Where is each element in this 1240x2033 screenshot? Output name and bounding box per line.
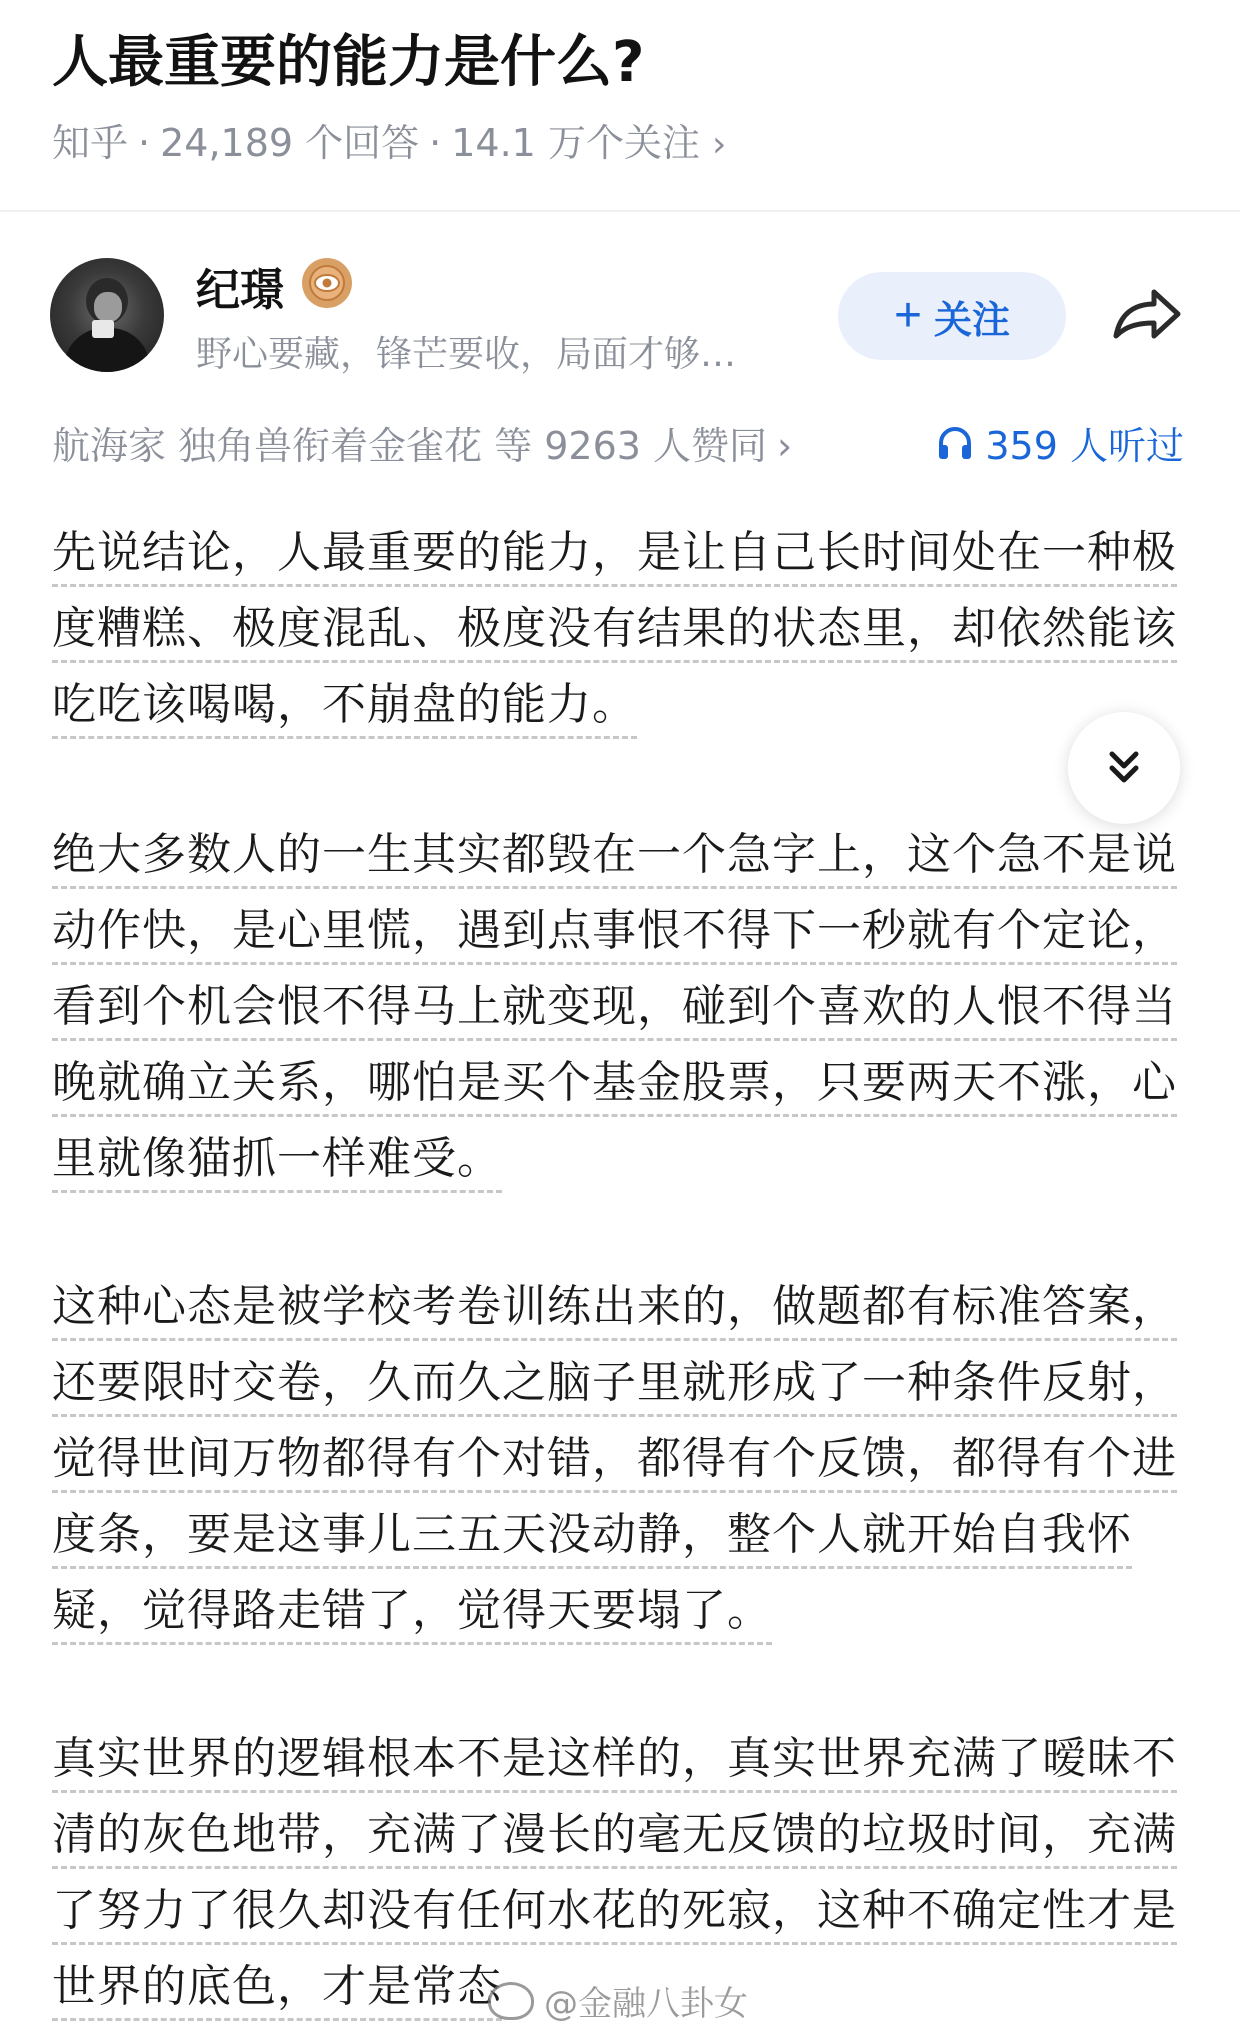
- follow-label: 关注: [934, 299, 1011, 342]
- stats-row: [0, 415, 1240, 475]
- weibo-logo-icon: [488, 1982, 534, 2020]
- answer-paragraph: [52, 515, 1186, 743]
- answer-paragraph: [52, 817, 1186, 1197]
- paragraph-text: 这种心态是被学校考卷训练出来的，做题都有标准答案，还要限时交卷，久而久之脑子里就形成了一种条件反射，觉得世间万物都得有个对错，都得有个反馈，都得有个进度条，要是这事儿三五天没动静，整个人就开始自我怀疑，觉得路走错了，觉得天要塌了。: [52, 1281, 1177, 1645]
- question-header: [0, 0, 1240, 212]
- author-row: [0, 250, 1240, 390]
- avatar[interactable]: [50, 258, 164, 372]
- listen-count[interactable]: [935, 415, 1184, 470]
- headphones-icon: [935, 423, 975, 463]
- eye-badge-icon: [302, 258, 352, 308]
- double-chevron-down-icon: [1102, 746, 1146, 790]
- chevron-right-icon: ›: [777, 424, 793, 468]
- listen-count-text: 359 人听过: [985, 424, 1184, 468]
- source-label: 知乎: [52, 121, 129, 165]
- chevron-right-icon: ›: [711, 124, 727, 165]
- author-name[interactable]: 纪璟: [196, 265, 284, 316]
- upvoters-text: 航海家 独角兽衔着金雀花 等 9263 人赞同: [52, 424, 768, 468]
- answer-paragraph: [52, 1269, 1186, 1649]
- meta-separator: ·: [138, 121, 151, 165]
- plus-icon: +: [893, 289, 922, 342]
- follower-count: 14.1 万个关注: [451, 121, 700, 165]
- collapse-button[interactable]: [1068, 712, 1180, 824]
- follow-button[interactable]: [838, 272, 1066, 360]
- question-meta[interactable]: [52, 112, 726, 167]
- watermark: [488, 1976, 748, 2025]
- upvoters-link[interactable]: [52, 415, 792, 470]
- answer-count: 24,189 个回答: [160, 121, 420, 165]
- watermark-text: @金融八卦女: [544, 1984, 748, 2024]
- author-bio: 野心要藏，锋芒要收，局面才够…: [196, 334, 737, 375]
- share-arrow-icon[interactable]: [1106, 280, 1186, 350]
- paragraph-text: 真实世界的逻辑根本不是这样的，真实世界充满了暧昧不清的灰色地带，充满了漫长的毫无反馈的垃圾时间，充满了努力了很久却没有任何水花的死寂，这种不确定性才是世界的底色，才是常态: [52, 1733, 1177, 2021]
- question-title[interactable]: 人最重要的能力是什么?: [52, 30, 645, 95]
- paragraph-text: 先说结论，人最重要的能力，是让自己长时间处在一种极度糟糕、极度混乱、极度没有结果的状态里，却依然能该吃吃该喝喝，不崩盘的能力。: [52, 527, 1177, 739]
- paragraph-text: 绝大多数人的一生其实都毁在一个急字上，这个急不是说动作快，是心里慌，遇到点事恨不得下一秒就有个定论，看到个机会恨不得马上就变现，碰到个喜欢的人恨不得当晚就确立关系，哪怕是买个基金股票，只要两天不涨，心里就像猫抓一样难受。: [52, 829, 1177, 1193]
- meta-separator: ·: [429, 121, 442, 165]
